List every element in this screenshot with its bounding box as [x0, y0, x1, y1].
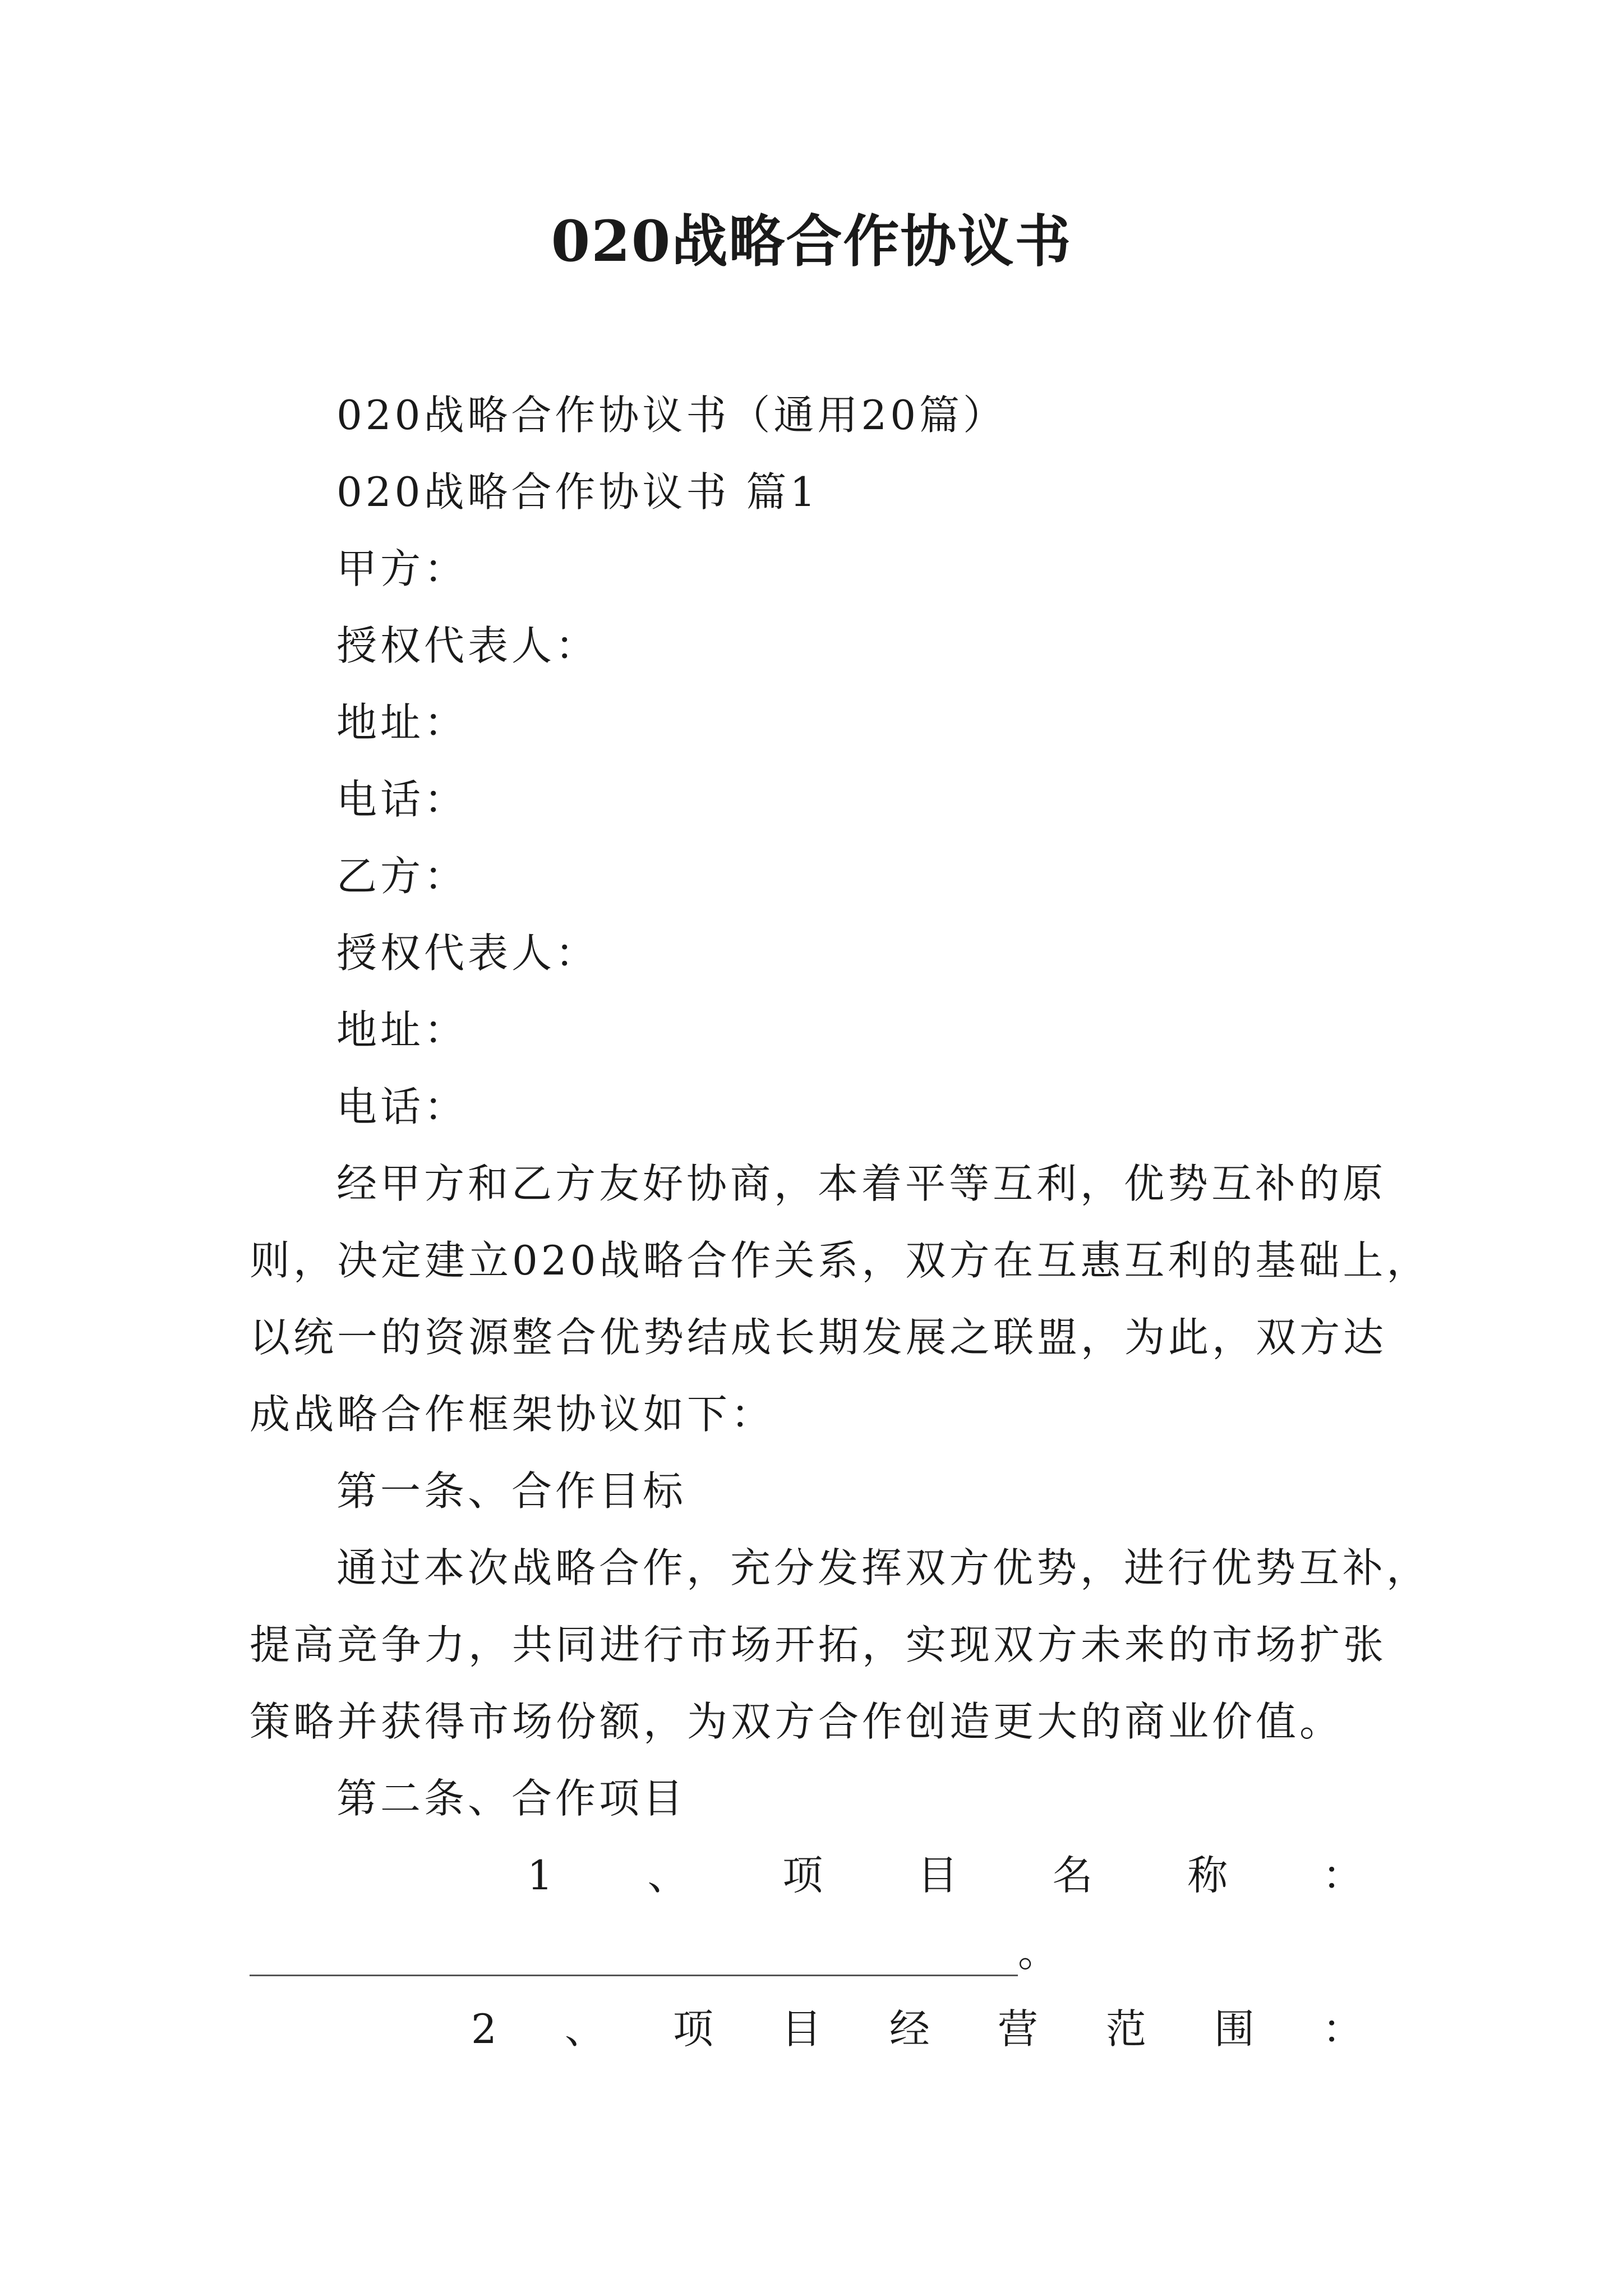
party-b-rep-label: 授权代表人： [336, 930, 600, 977]
party-b-phone-label: 电话： [336, 1083, 468, 1130]
party-a-address-label: 地址： [336, 699, 468, 746]
item-2-char: 、 [564, 2005, 605, 2053]
article-1-heading: 第一条、合作目标 [336, 1467, 687, 1515]
item-1-char: 名 [1052, 1852, 1093, 1899]
intro-line: 成战略合作框架协议如下： [250, 1391, 775, 1438]
item-2-char: ： [1322, 2005, 1363, 2053]
item-2-char: 营 [997, 2005, 1038, 2053]
intro-line: 以统一的资源整合优势结成长期发展之联盟，为此，双方达 [250, 1314, 1387, 1361]
item-2-char: 目 [781, 2005, 822, 2053]
item-2-char: 经 [889, 2005, 930, 2053]
item-2-char: 2 [471, 2005, 497, 2053]
blank-period: 。 [1018, 1929, 1059, 1976]
article-1-line: 提高竞争力，共同进行市场开拓，实现双方未来的市场扩张 [250, 1621, 1387, 1668]
article-1-line: 通过本次战略合作，充分发挥双方优势，进行优势互补， [336, 1544, 1431, 1591]
document-title: 020战略合作协议书 [551, 208, 1072, 274]
party-a-label: 甲方： [336, 545, 468, 592]
fill-in-blank-line [250, 1975, 1018, 1976]
intro-line: 经甲方和乙方友好协商，本着平等互利，优势互补的原 [336, 1160, 1387, 1207]
item-2-char: 项 [672, 2005, 713, 2053]
item-1-char: 、 [647, 1852, 688, 1899]
intro-line: 则，决定建立020战略合作关系，双方在互惠互利的基础上， [250, 1237, 1431, 1284]
article-1-line: 策略并获得市场份额，为双方合作创造更大的商业价值。 [250, 1698, 1344, 1745]
item-1-char: 目 [917, 1852, 958, 1899]
party-a-rep-label: 授权代表人： [336, 622, 600, 669]
party-a-phone-label: 电话： [336, 776, 468, 823]
article-2-heading: 第二条、合作项目 [336, 1775, 687, 1822]
item-2-business-scope-label [471, 2001, 1363, 2057]
section-heading: 020战略合作协议书 篇1 [336, 468, 819, 516]
item-1-char: 称 [1187, 1852, 1228, 1899]
party-b-label: 乙方： [336, 853, 468, 900]
item-2-char: 围 [1214, 2005, 1255, 2053]
document-subtitle: 020战略合作协议书（通用20篇） [336, 392, 1007, 439]
item-2-char: 范 [1105, 2005, 1146, 2053]
item-1-char: 1 [527, 1852, 553, 1899]
party-b-address-label: 地址： [336, 1006, 468, 1053]
item-1-char: ： [1322, 1852, 1363, 1899]
item-1-char: 项 [782, 1852, 823, 1899]
item-1-project-name-label [527, 1847, 1363, 1903]
